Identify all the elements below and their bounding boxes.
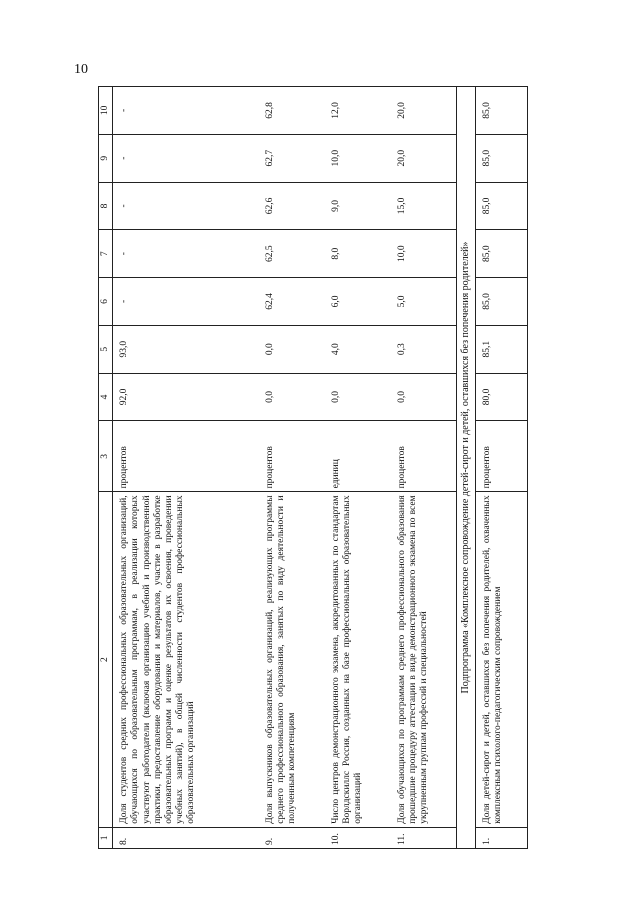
- page-number: 10: [74, 62, 88, 77]
- unit-cell: единиц: [325, 421, 391, 492]
- value-cell: 0,0: [325, 373, 391, 421]
- table-row: [259, 87, 325, 849]
- value-cell: 93,0: [113, 325, 259, 373]
- value-cell: 6,0: [325, 278, 391, 326]
- value-cell: 62,6: [259, 182, 325, 230]
- value-cell: -: [113, 230, 259, 278]
- header-cell: 9: [99, 134, 113, 182]
- unit-cell: процентов: [259, 421, 325, 492]
- unit-cell: процентов: [476, 421, 528, 492]
- header-cell: 10: [99, 87, 113, 135]
- value-cell: -: [113, 278, 259, 326]
- header-cell: 8: [99, 182, 113, 230]
- indicator-description: Доля студентов средних профессиональных образовательных организаций, обучающихся по образовательным программам, в реализации которых участвуют работодатели (включая организацию учебной и производственной практики, предоставление оборудования и материалов, участие в разработке образовательных программ и оценке результатов их освоения, проведении учебных занятий), в общей численности студентов профессиональных образовательных организаций: [113, 492, 259, 827]
- value-cell: 15,0: [391, 182, 457, 230]
- table-row: [391, 87, 457, 849]
- header-cell: 7: [99, 230, 113, 278]
- value-cell: 80,0: [476, 373, 528, 421]
- value-cell: 10,0: [325, 134, 391, 182]
- row-number: 8.: [113, 827, 259, 848]
- indicators-table-rotated: [98, 86, 519, 849]
- indicator-description: Доля выпускников образовательных организаций, реализующих программы среднего профессионального образования, занятых по виду деятельности и полученным компетенциям: [259, 492, 325, 827]
- header-cell: 3: [99, 421, 113, 492]
- header-cell: 4: [99, 373, 113, 421]
- value-cell: -: [113, 87, 259, 135]
- table-row: [113, 87, 259, 849]
- value-cell: 85,1: [476, 325, 528, 373]
- value-cell: 8,0: [325, 230, 391, 278]
- table-header-row: [99, 87, 113, 849]
- row-number: 1.: [476, 827, 528, 848]
- row-number: 9.: [259, 827, 325, 848]
- value-cell: 85,0: [476, 278, 528, 326]
- indicator-description: Число центров демонстрационного экзамена, аккредитованных по стандартам Ворлдскиллс Россия, созданных на базе профессиональных образовательных организаций: [325, 492, 391, 827]
- value-cell: 85,0: [476, 87, 528, 135]
- value-cell: 12,0: [325, 87, 391, 135]
- indicators-table: [98, 86, 528, 849]
- unit-cell: процентов: [391, 421, 457, 492]
- indicator-description: Доля обучающихся по программам среднего профессионального образования прошедшие процедуру аттестации в виде демонстрационного экзамена по всем укрупненным группам профессий и специальностей: [391, 492, 457, 827]
- subprogram-title: Подпрограмма «Комплексное сопровождение детей-сирот и детей, оставшихся без попечения родителей»: [457, 87, 476, 849]
- value-cell: 4,0: [325, 325, 391, 373]
- row-number: 11.: [391, 827, 457, 848]
- table-row: [476, 87, 528, 849]
- value-cell: 92,0: [113, 373, 259, 421]
- value-cell: 10,0: [391, 230, 457, 278]
- value-cell: 5,0: [391, 278, 457, 326]
- indicator-description: Доля детей-сирот и детей, оставшихся без попечения родителей, охваченных комплексным психолого-педагогическим сопровождением: [476, 492, 528, 827]
- value-cell: -: [113, 182, 259, 230]
- value-cell: 85,0: [476, 230, 528, 278]
- value-cell: 0,0: [391, 373, 457, 421]
- row-number: 10.: [325, 827, 391, 848]
- subprogram-header-row: [457, 87, 476, 849]
- value-cell: 0,0: [259, 373, 325, 421]
- header-cell: 5: [99, 325, 113, 373]
- value-cell: 85,0: [476, 182, 528, 230]
- unit-cell: процентов: [113, 421, 259, 492]
- value-cell: 0,0: [259, 325, 325, 373]
- value-cell: 20,0: [391, 134, 457, 182]
- value-cell: 0,3: [391, 325, 457, 373]
- header-cell: 6: [99, 278, 113, 326]
- table-row: [325, 87, 391, 849]
- value-cell: 9,0: [325, 182, 391, 230]
- value-cell: 62,5: [259, 230, 325, 278]
- value-cell: 85,0: [476, 134, 528, 182]
- value-cell: -: [113, 134, 259, 182]
- value-cell: 20,0: [391, 87, 457, 135]
- header-cell: 1: [99, 827, 113, 848]
- header-cell: 2: [99, 492, 113, 827]
- value-cell: 62,8: [259, 87, 325, 135]
- value-cell: 62,7: [259, 134, 325, 182]
- value-cell: 62,4: [259, 278, 325, 326]
